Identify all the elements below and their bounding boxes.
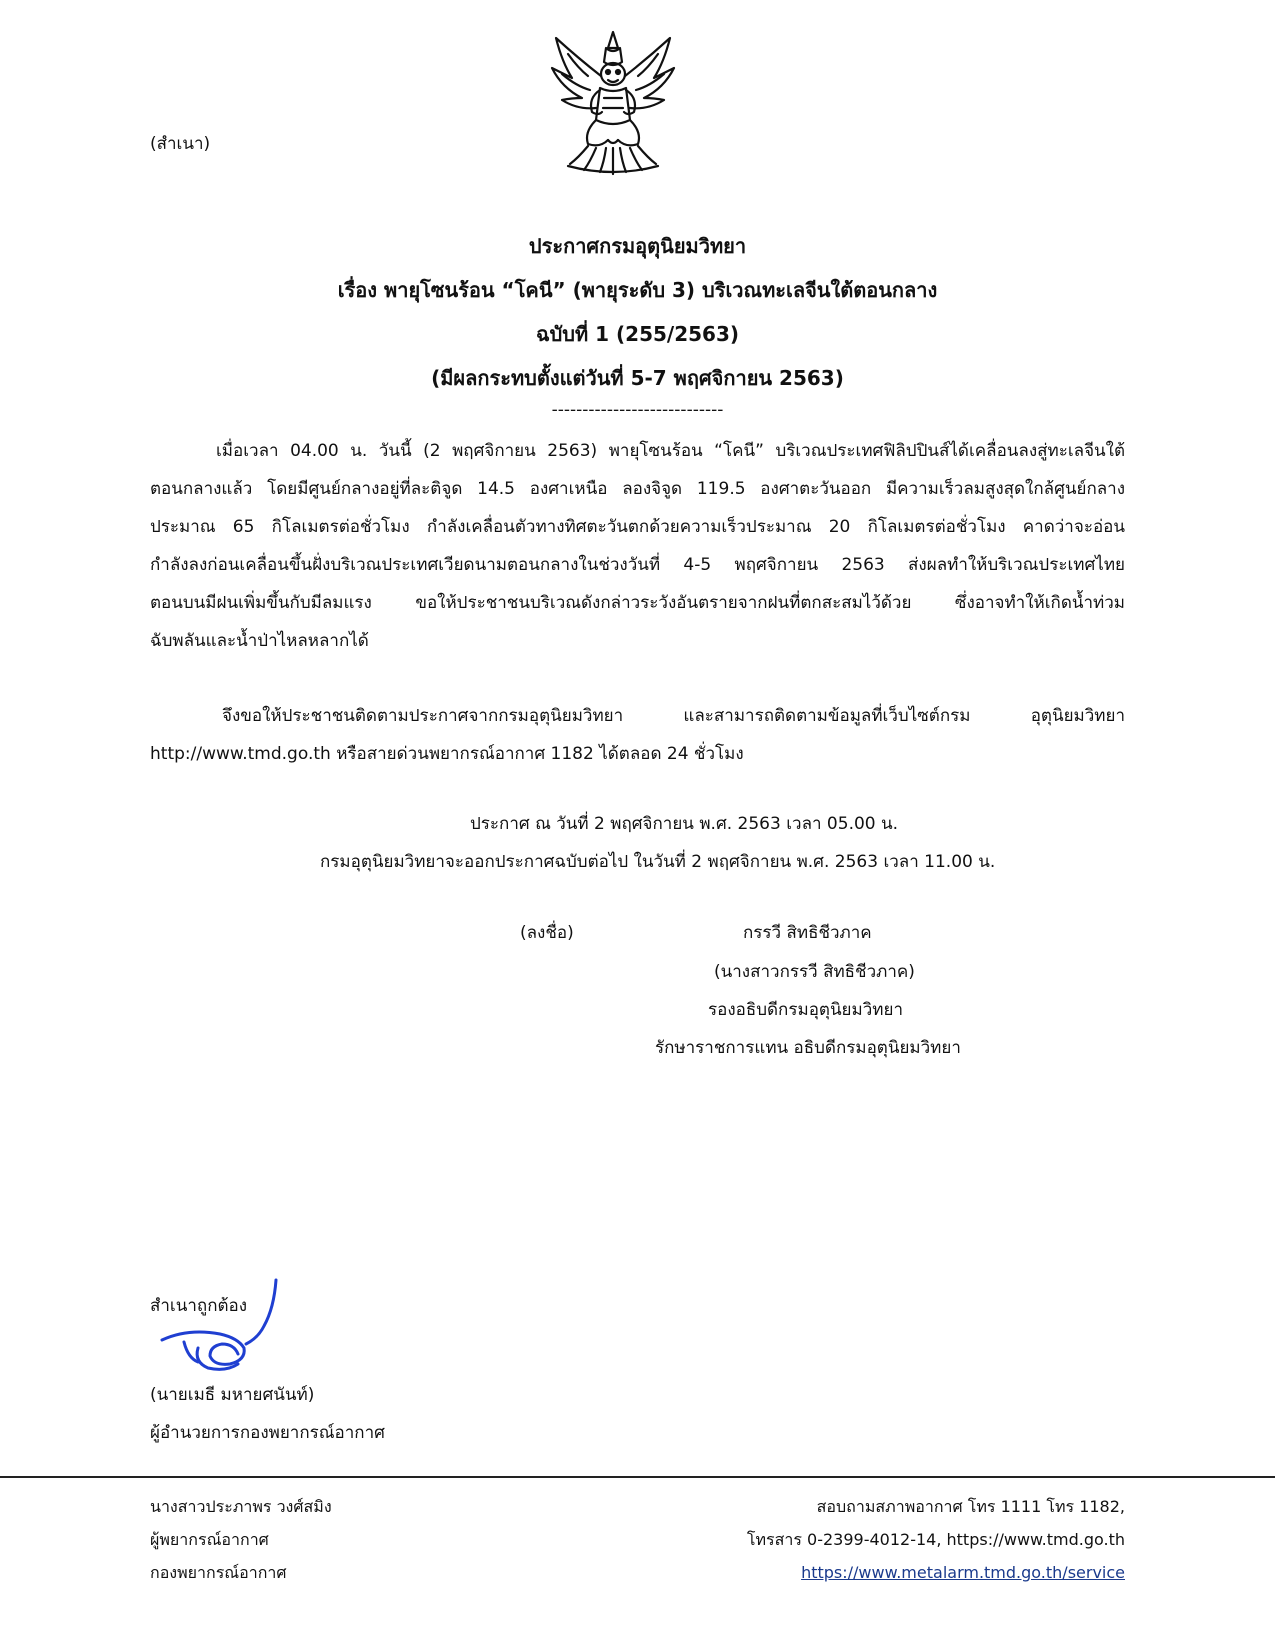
para1-line: ตอนกลางแล้ว โดยมีศูนย์กลางอยู่ที่ละติจูด 14.5 องศาเหนือ ลองจิจูด 119.5 องศาตะวันออก มีความเร็วลมสูงสุดใกล้ศูนย์กลาง (150, 479, 1125, 499)
contact-phone: สอบถามสภาพอากาศ โทร 1111 โทร 1182, (816, 1497, 1125, 1516)
handwritten-signature-icon (158, 1278, 283, 1376)
para2-line: http://www.tmd.go.th หรือสายด่วนพยากรณ์อากาศ 1182 ได้ตลอด 24 ชั่วโมง (150, 744, 744, 764)
metalarm-service-link[interactable]: https://www.metalarm.tmd.go.th/service (801, 1563, 1125, 1582)
signer-acting-title: รักษาราชการแทน อธิบดีกรมอุตุนิยมวิทยา (655, 1038, 961, 1058)
para1-line: กำลังลงก่อนเคลื่อนขึ้นฝั่งบริเวณประเทศเวียดนามตอนกลางในช่วงวันที่ 4-5 พฤศจิกายน 2563 ส่งผลทำให้บริเวณประเทศไทย (150, 555, 1125, 575)
certifier-position: ผู้อำนวยการกองพยากรณ์อากาศ (150, 1423, 385, 1443)
forecast-division: กองพยากรณ์อากาศ (150, 1563, 287, 1582)
para1-line: เมื่อเวลา 04.00 น. วันนี้ (2 พฤศจิกายน 2563) พายุโซนร้อน “โคนี” บริเวณประเทศฟิลิปปินส์ได้เคลื่อนลงสู่ทะเลจีนใต้ (216, 441, 1125, 461)
para1-line: ตอนบนมีฝนเพิ่มขึ้นกับมีลมแรง ขอให้ประชาชนบริเวณดังกล่าวระวังอันตรายจากฝนที่ตกสะสมไว้ด้วย ซึ่งอาจทำให้เกิดน้ำท่วม (150, 593, 1125, 613)
contact-fax: โทรสาร 0-2399-4012-14, https://www.tmd.go.th (746, 1530, 1125, 1549)
announcement-subject: เรื่อง พายุโซนร้อน “โคนี” (พายุระดับ 3) บริเวณทะเลจีนใต้ตอนกลาง (337, 278, 938, 302)
next-issue: กรมอุตุนิยมวิทยาจะออกประกาศฉบับต่อไป ในวันที่ 2 พฤศจิกายน พ.ศ. 2563 เวลา 11.00 น. (320, 852, 996, 872)
forecaster-role: ผู้พยากรณ์อากาศ (150, 1530, 269, 1549)
certifier-name: (นายเมธี มหายศนันท์) (150, 1385, 315, 1405)
garuda-emblem-icon (548, 28, 678, 178)
certify-label: สำเนาถูกต้อง (150, 1296, 248, 1316)
issue-number: ฉบับที่ 1 (255/2563) (535, 322, 740, 346)
signer-name: กรรวี สิทธิชีวภาค (743, 923, 872, 943)
para1-line: ฉับพลันและน้ำป่าไหลหลากได้ (150, 631, 369, 651)
forecaster-name: นางสาวประภาพร วงศ์สมิง (150, 1497, 332, 1516)
announce-date: ประกาศ ณ วันที่ 2 พฤศจิกายน พ.ศ. 2563 เวลา 05.00 น. (470, 814, 899, 834)
signed-label: (ลงชื่อ) (520, 923, 574, 943)
signer-title: รองอธิบดีกรมอุตุนิยมวิทยา (708, 1000, 903, 1020)
footer-rule (0, 1476, 1275, 1478)
signer-full-name: (นางสาวกรรวี สิทธิชีวภาค) (714, 962, 915, 982)
divider: ---------------------------- (551, 400, 724, 420)
copy-mark: (สำเนา) (150, 134, 211, 154)
effect-period: (มีผลกระทบตั้งแต่วันที่ 5-7 พฤศจิกายน 2563) (431, 366, 844, 390)
para2-line: จึงขอให้ประชาชนติดตามประกาศจากกรมอุตุนิยมวิทยา และสามารถติดตามข้อมูลที่เว็บไซต์กรม อุตุนิยมวิทยา (222, 706, 1125, 726)
announcement-title: ประกาศกรมอุตุนิยมวิทยา (528, 234, 747, 258)
para1-line: ประมาณ 65 กิโลเมตรต่อชั่วโมง กำลังเคลื่อนตัวทางทิศตะวันตกด้วยความเร็วประมาณ 20 กิโลเมตรต่อชั่วโมง คาดว่าจะอ่อน (150, 517, 1125, 537)
